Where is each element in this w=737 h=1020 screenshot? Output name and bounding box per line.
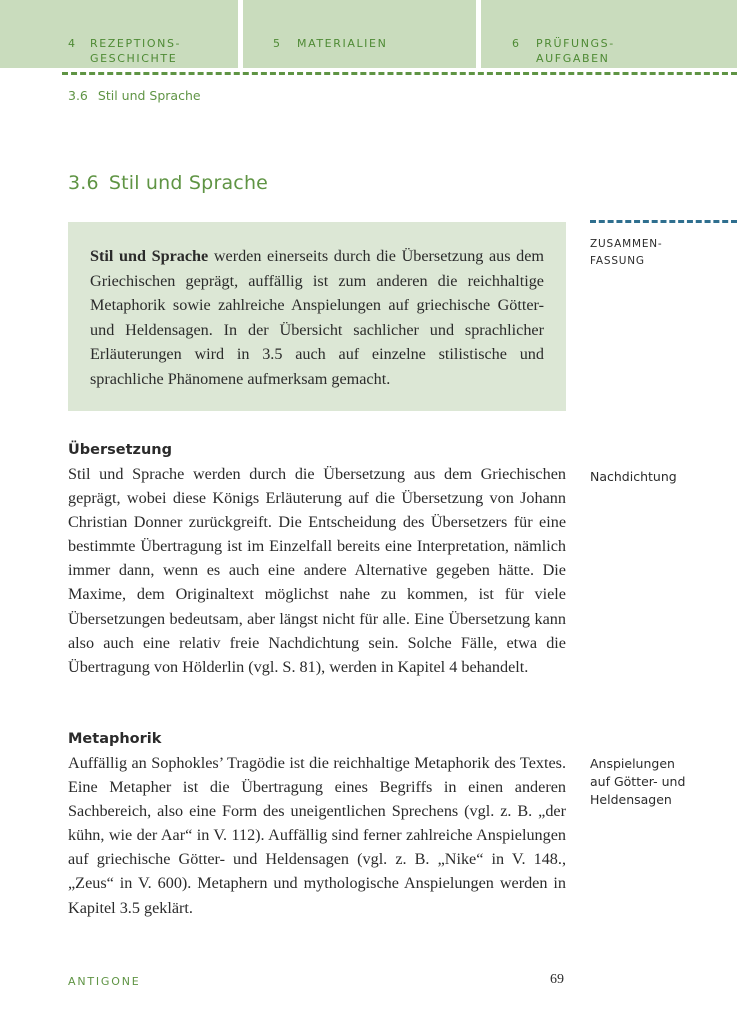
section-heading	[68, 172, 268, 194]
tab-label: PRÜFUNGS- AUFGABEN	[536, 37, 615, 65]
summary-text	[90, 244, 544, 391]
tab-label: MATERIALIEN	[297, 37, 388, 50]
subheading-uebersetzung: Übersetzung	[68, 442, 172, 458]
tab-rezeptionsgeschichte[interactable]	[0, 0, 238, 68]
footer-book-title: ANTIGONE	[68, 975, 141, 988]
header-dashed-rule	[62, 72, 737, 75]
breadcrumb-number: 3.6	[68, 88, 88, 103]
summary-side-label: ZUSAMMEN- FASSUNG	[590, 238, 663, 267]
margin-note-anspielungen: Anspielungen auf Götter- und Heldensagen	[590, 756, 686, 807]
paragraph-metaphorik: Auffällig an Sophokles’ Tragödie ist die reichhaltige Metaphorik des Textes. Eine Metapher ist die Übertragung eines Begriffs in einen anderen Sachbereich, also eine Form des uneigentlichen Sprechens (vgl. z. B. „der kühn, wie der Aar“ in V. 112). Auffällig sind ferner zahlreiche Anspielungen auf griechische Götter- und Heldensagen (vgl. z. B. „Nike“ in V. 148., „Zeus“ in V. 600). Metaphern und mythologische Anspielungen werden in Kapitel 3.5 geklärt.	[68, 754, 566, 917]
summary-body: werden einerseits durch die Übersetzung aus dem Griechischen geprägt, auffällig ist zum anderen die reichhaltige Metaphorik sowie zahlreiche Anspielungen auf griechische Götter- und Heldensagen. In der Übersicht sachlicher und sprachlicher Erläuterungen wird in 3.5 auch auf einzelne stilistische und sprachliche Phänomene aufmerksam gemacht.	[90, 247, 544, 388]
tab-number: 5	[273, 37, 282, 50]
section-title: Stil und Sprache	[108, 172, 269, 194]
breadcrumb-title: Stil und Sprache	[97, 88, 201, 103]
tab-label: REZEPTIONS- GESCHICHTE	[90, 37, 182, 65]
margin-note-nachdichtung: Nachdichtung	[590, 469, 677, 484]
page-number: 69	[550, 972, 564, 987]
section-number: 3.6	[68, 172, 99, 194]
tab-number: 4	[68, 37, 77, 50]
summary-lead: Stil und Sprache	[90, 247, 209, 265]
chapter-tabs	[0, 0, 737, 72]
subheading-metaphorik: Metaphorik	[68, 731, 162, 747]
summary-box	[68, 222, 566, 411]
tab-pruefungsaufgaben[interactable]	[481, 0, 737, 68]
breadcrumb	[68, 88, 201, 103]
tab-number: 6	[512, 37, 521, 50]
tab-materialien[interactable]	[243, 0, 476, 68]
sidebar-dashed-rule	[590, 220, 737, 223]
paragraph-uebersetzung: Stil und Sprache werden durch die Übersetzung aus dem Griechischen geprägt, wobei diese Königs Erläuterung auf die Übersetzung von Johann Christian Donner zurückgreift. Die Entscheidung des Übersetzers für eine bestimmte Übertragung ist im Einzelfall bereits eine Interpretation, nämlich immer dann, wenn es auch eine andere Alternative gegeben hätte. Die Maxime, dem Originaltext möglichst nahe zu kommen, ist für viele Übersetzungen bedeutsam, aber längst nicht für alle. Eine Übersetzung kann also auch eine relativ freie Nachdichtung sein. Solche Fälle, etwa die Übertragung von Hölderlin (vgl. S. 81), werden in Kapitel 4 behandelt.	[68, 465, 566, 676]
